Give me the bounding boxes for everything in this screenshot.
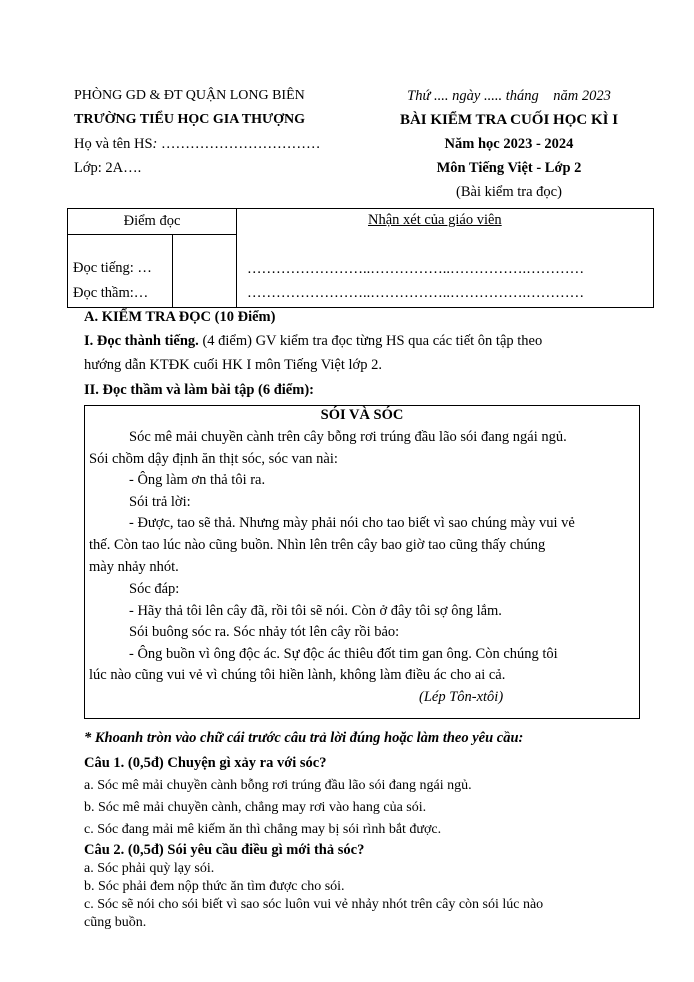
subject: Môn Tiếng Việt - Lớp 2 [436,160,582,176]
story-author: (Lép Tôn-xtôi) [419,689,504,705]
question-1-option-c[interactable]: c. Sóc đang mải mê kiếm ăn thì chẳng may bị sói rình bắt được. [84,822,442,837]
student-name-field[interactable]: …………………………… [157,136,321,152]
comment-line-1[interactable]: ……………………..……………..…………….………… [247,261,585,277]
score-labels-cell [68,235,173,308]
doc-tham-label: Đọc thầm:… [73,285,149,301]
test-info [376,84,642,204]
story-box [84,405,640,719]
question-1-option-a[interactable]: a. Sóc mê mải chuyền cành bỗng rơi trúng đầu lão sói đang ngái ngủ. [84,778,472,793]
date-line: Thứ .... ngày ..... tháng năm 2023 [407,88,611,104]
story-line: Sóc mê mải chuyền cành trên cây bỗng rơi trúng đầu lão sói đang ngái ngủ. [129,429,567,445]
department-name: PHÒNG GD & ĐT QUẬN LONG BIÊN [74,88,305,103]
school-name: TRƯỜNG TIỂU HỌC GIA THƯỢNG [74,112,306,127]
story-line: mày nhảy nhót. [89,559,179,575]
story-line: Sói trả lời: [129,494,191,510]
question-1-option-b[interactable]: b. Sóc mê mải chuyền cành, chẳng may rơi vào hang của sói. [84,800,427,815]
story-line: Sói buông sóc ra. Sóc nhảy tót lên cây rồi bảo: [129,624,400,640]
student-name-line [74,132,374,156]
question-2-option-a[interactable]: a. Sóc phải quỳ lạy sói. [84,861,215,876]
question-1-title: Câu 1. (0,5đ) Chuyện gì xảy ra với sóc? [84,755,327,771]
student-name-label: Họ và tên HS [74,136,153,152]
story-line: - Ông làm ơn thả tôi ra. [129,472,266,488]
story-line: thế. Còn tao lúc nào cũng buồn. Nhìn lên trên cây bao giờ tao cũng thấy chúng [89,537,546,553]
section-a-title: A. KIỂM TRA ĐỌC (10 Điểm) [84,309,276,325]
story-line: Sói chồm dậy định ăn thịt sóc, sóc van nài: [89,451,338,467]
score-table [67,208,654,308]
story-line: - Ông buồn vì ông độc ác. Sự độc ác thiêu đốt tim gan ông. Còn chúng tôi [129,646,558,662]
school-info [74,84,374,180]
instruction: * Khoanh tròn vào chữ cái trước câu trả lời đúng hoặc làm theo yêu cầu: [84,730,524,746]
teacher-comment-cell [237,209,654,308]
story-line: Sóc đáp: [129,581,180,597]
doc-tieng-label: Đọc tiếng: … [73,260,152,276]
score-header: Điểm đọc [68,209,237,235]
comment-line-2[interactable]: ……………………..……………..…………….………… [247,285,585,301]
question-2-option-b[interactable]: b. Sóc phải đem nộp thức ăn tìm được cho sói. [84,879,345,894]
comment-header: Nhận xét của giáo viên [368,212,502,228]
story-line: lúc nào cũng vui vẻ vì chúng tôi hiền lành, không làm điều ác cho ai cả. [89,667,506,683]
story-line: - Hãy thả tôi lên cây đã, rồi tôi sẽ nói. Còn ở đây tôi sợ ông lắm. [129,603,502,619]
part-1-title: I. Đọc thành tiếng. [84,333,199,349]
student-name-colon: : [152,136,158,152]
class-field[interactable]: Lớp: 2A…. [74,160,142,176]
part-2-title: II. Đọc thầm và làm bài tập (6 điểm): [84,382,314,398]
school-year: Năm học 2023 - 2024 [444,136,574,152]
part-1-text-2: hướng dẫn KTĐK cuối HK I môn Tiếng Việt lớp 2. [84,357,382,373]
test-title: BÀI KIỂM TRA CUỐI HỌC KÌ I [399,112,619,128]
test-type: (Bài kiểm tra đọc) [456,184,562,200]
question-2-option-c-cont[interactable]: cũng buồn. [84,915,147,930]
story-line: - Được, tao sẽ thả. Nhưng mày phải nói cho tao biết vì sao chúng mày vui vẻ [129,515,575,531]
story-title: SÓI VÀ SÓC [320,407,404,423]
question-2-title: Câu 2. (0,5đ) Sói yêu cầu điều gì mới thả sóc? [84,842,365,858]
part-1-text-1: (4 điểm) GV kiểm tra đọc từng HS qua các tiết ôn tập theo [198,333,543,349]
part-1-line-1 [84,333,542,350]
score-value-cell[interactable] [173,235,237,308]
question-2-option-c[interactable]: c. Sóc sẽ nói cho sói biết vì sao sóc luôn vui vẻ nhảy nhót trên cây còn sói lúc nào [84,897,544,912]
